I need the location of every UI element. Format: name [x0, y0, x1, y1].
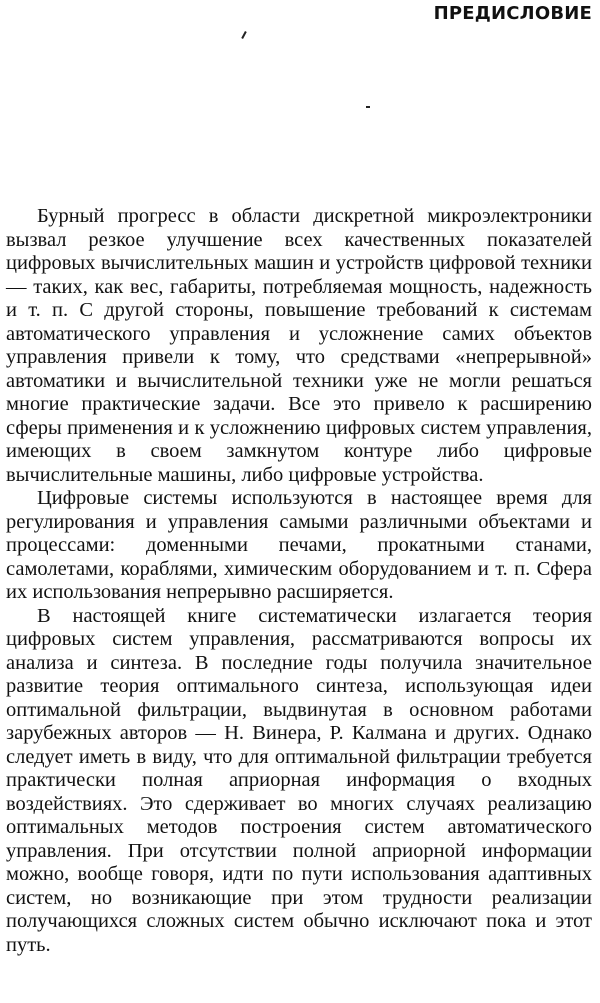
- paragraph-2: Цифровые системы используются в настоящее время для регулирования и управления самыми различными объектами и процессами: доменными печами, прокатными станами, самолетами, кораблями, химическим оборудованием и т. п. Сфера их использования непрерывно расширяется.: [6, 487, 592, 603]
- print-speck: [366, 106, 370, 108]
- print-speck: [241, 31, 247, 39]
- body-text: [6, 205, 592, 957]
- paragraph-3: В настоящей книге систематически излагается теория цифровых систем управления, рассматриваются вопросы их анализа и синтеза. В последние годы получила значительное развитие теория оптимального синтеза, использующая идеи оптимальной фильтрации, выдвинутая в основном работами зарубежных авторов — Н. Винера, Р. Калмана и других. Однако следует иметь в виду, что для оптимальной фильтрации требуется практически полная априорная информация о входных воздействиях. Это сдерживает во многих случаях реализацию оптимальных методов построения систем автоматического управления. При отсутствии полной априорной информации можно, вообще говоря, идти по пути использования адаптивных систем, но возникающие при этом трудности реализации получающихся сложных систем обычно исключают пока и этот путь.: [6, 604, 592, 956]
- chapter-heading: ПРЕДИСЛОВИЕ: [433, 3, 592, 24]
- paragraph-1: Бурный прогресс в области дискретной микроэлектроники вызвал резкое улучшение всех качественных показателей цифровых вычислительных машин и устройств цифровой техники — таких, как вес, габариты, потребляемая мощность, надежность и т. п. С другой стороны, повышение требований к системам автоматического управления и усложнение самих объектов управления привели к тому, что средствами «непрерывной» автоматики и вычислительной техники уже не могли решаться многие практические задачи. Все это привело к расширению сферы применения и к усложнению цифровых систем управления, имеющих в своем замкнутом контуре либо цифровые вычислительные машины, либо цифровые устройства.: [6, 205, 592, 486]
